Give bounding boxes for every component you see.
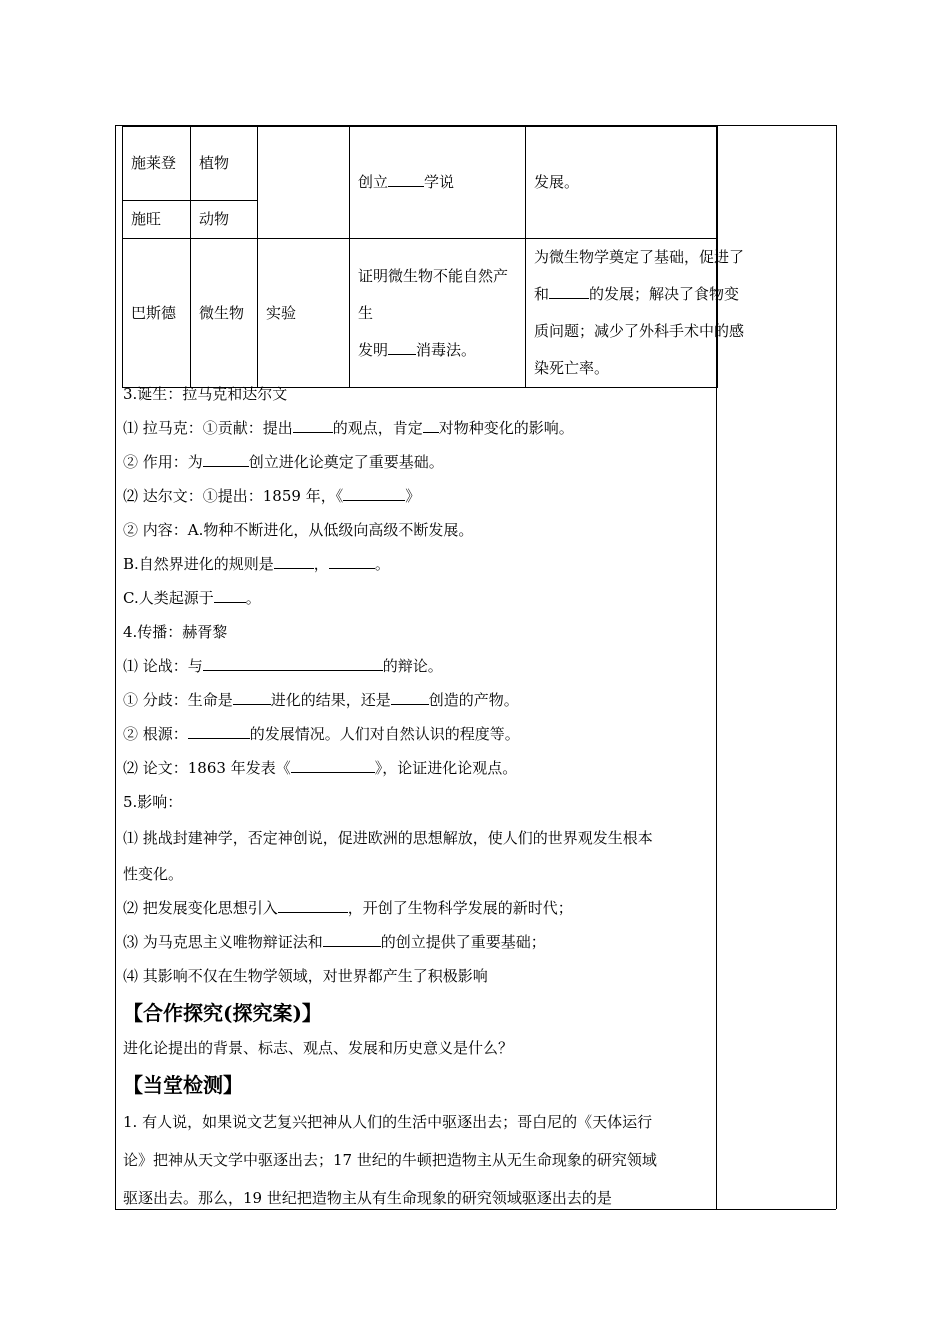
section3-role-line: ② 作用：为 创立进化论奠定了重要基础。 <box>123 453 444 471</box>
scientist-cell: 施旺 <box>123 201 191 239</box>
frame-left-border <box>115 125 116 1209</box>
section4-divergence-line: ① 分歧：生命是 进化的结果，还是 创造的产物。 <box>123 691 519 709</box>
main-content <box>123 377 713 1217</box>
section4-paper-line: ⑵ 论文：1863 年发表《 》，论证进化论观点。 <box>123 759 518 777</box>
significance-line: 质问题；减少了外科手术中的感 <box>534 322 745 340</box>
section5-title: 5.影响： <box>123 793 183 811</box>
test-question-line: 1. 有人说，如果说文艺复兴把神从人们的生活中驱逐出去；哥白尼的《天体运行 <box>123 1113 653 1131</box>
section3-content-a: ② 内容：A.物种不断进化，从低级向高级不断发展。 <box>123 521 474 539</box>
test-question-line: 论》把神从天文学中驱逐出去；17 世纪的牛顿把造物主从无生命现象的研究领域 <box>123 1151 657 1169</box>
test-question-line: 驱逐出去。那么，19 世纪把造物主从有生命现象的研究领域驱逐出去的是 <box>123 1189 612 1207</box>
significance-line: 和 的发展；解决了食物变 <box>534 285 740 303</box>
section5-impact-4: ⑷ 其影响不仅在生物学领域，对世界都产生了积极影响 <box>123 967 488 985</box>
section5-impact-2: ⑵ 把发展变化思想引入 ，开创了生物科学发展的新时代； <box>123 899 573 917</box>
scientists-table <box>122 126 745 388</box>
method-cell <box>258 127 350 239</box>
object-cell: 植物 <box>191 127 258 201</box>
scientist-cell: 巴斯德 <box>123 239 191 388</box>
significance-line: 染死亡率。 <box>534 359 610 377</box>
section3-title: 3.诞生：拉马克和达尔文 <box>123 385 288 403</box>
test-heading: 【当堂检测】 <box>123 1073 243 1097</box>
significance-line: 为微生物学奠定了基础，促进了 <box>534 248 745 266</box>
section4-root-line: ② 根源： 的发展情况。人们对自然认识的程度等。 <box>123 725 520 743</box>
section3-content-c: C.人类起源于 。 <box>123 589 261 607</box>
scientist-cell: 施莱登 <box>123 127 191 201</box>
object-cell: 动物 <box>191 201 258 239</box>
section5-impact-3: ⑶ 为马克思主义唯物辩证法和 的创立提供了重要基础； <box>123 933 546 951</box>
table-row <box>123 239 718 388</box>
achievement-line: 证明微生物不能自然产生 <box>358 266 509 322</box>
inquiry-heading: 【合作探究(探究案)】 <box>123 1001 322 1025</box>
section4-debate-line: ⑴ 论战：与 的辩论。 <box>123 657 443 675</box>
achievement-cell <box>350 239 526 388</box>
section5-impact-1a: ⑴ 挑战封建神学，否定神创说，促进欧洲的思想解放，使人们的世界观发生根本 <box>123 829 653 847</box>
section4-title: 4.传播：赫胥黎 <box>123 623 228 641</box>
method-cell: 实验 <box>258 239 350 388</box>
section3-lamarck-line: ⑴ 拉马克：①贡献：提出 的观点，肯定 对物种变化的影响。 <box>123 419 574 437</box>
object-cell: 微生物 <box>191 239 258 388</box>
table-row <box>123 127 718 201</box>
significance-cell: 发展。 <box>526 127 718 239</box>
inquiry-question: 进化论提出的背景、标志、观点、发展和历史意义是什么？ <box>123 1039 514 1057</box>
significance-cell <box>526 239 745 388</box>
section5-impact-1b: 性变化。 <box>123 865 184 883</box>
achievement-cell: 创立 学说 <box>350 127 526 239</box>
frame-right-border <box>836 125 837 1209</box>
section3-darwin-line: ⑵ 达尔文：①提出：1859 年，《 》 <box>123 487 421 505</box>
section3-content-b: B.自然界进化的规则是 ， 。 <box>123 555 390 573</box>
achievement-line: 发明 消毒法。 <box>358 340 477 359</box>
